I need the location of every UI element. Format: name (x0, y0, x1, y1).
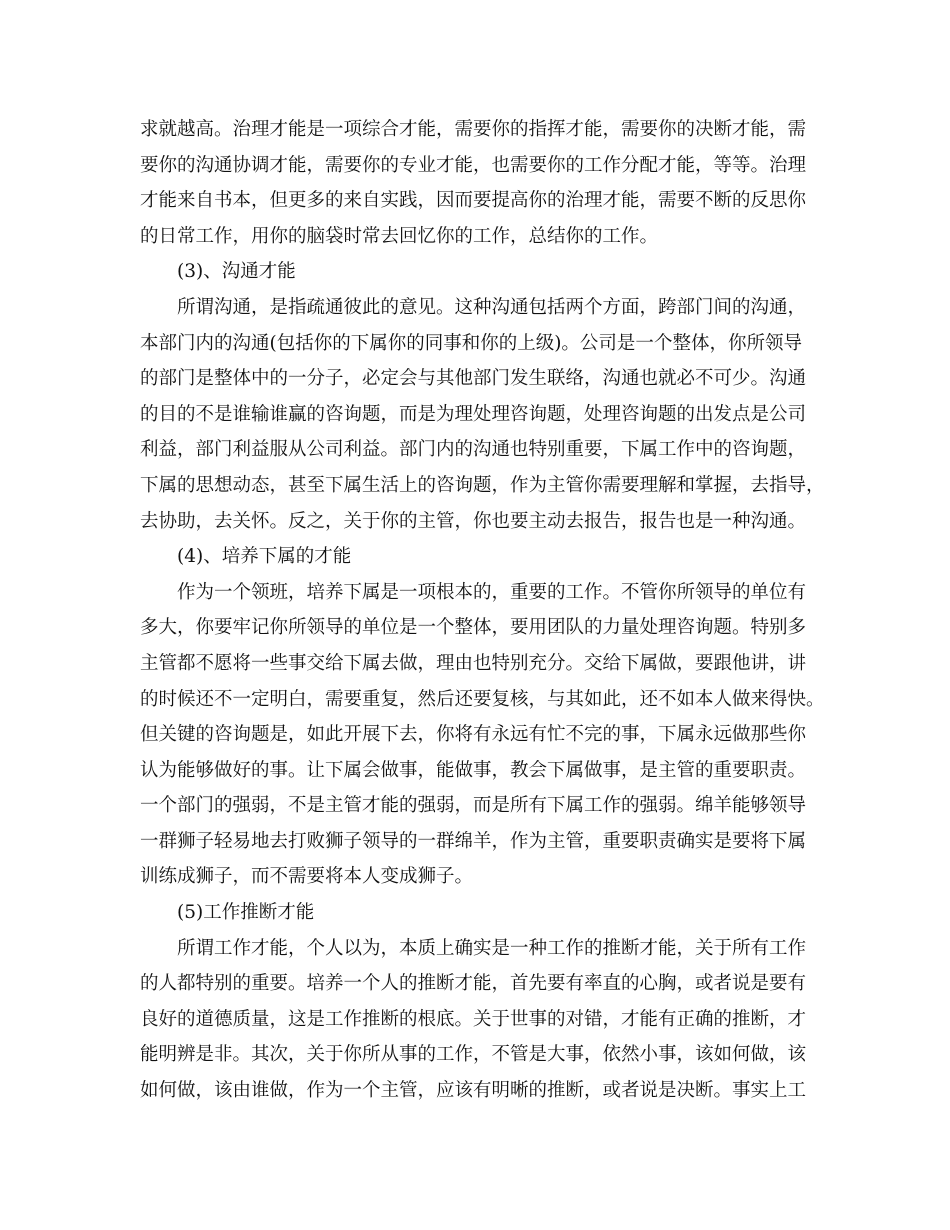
paragraph-line: 一群狮子轻易地去打败狮子领导的一群绵羊，作为主管，重要职责确实是要将下属 (140, 830, 807, 852)
paragraph-line: 训练成狮子，而不需要将本人变成狮子。 (140, 866, 474, 888)
paragraph-first-line: 所谓沟通，是指疏通彼此的意见。这种沟通包括两个方面，跨部门间的沟通， (177, 296, 807, 318)
paragraph-line: 求就越高。治理才能是一项综合才能，需要你的指挥才能，需要你的决断才能，需 (140, 119, 807, 140)
paragraph-line: 本部门内的沟通(包括你的下属你的同事和你的上级)。公司是一个整体，你所领导 (140, 332, 802, 354)
paragraph-line: 但关键的咨询题是，如此开展下去，你将有永远有忙不完的事，下属永远做那些你 (140, 724, 807, 746)
paragraph-line: 的日常工作，用你的脑袋时常去回忆你的工作，总结你的工作。 (140, 225, 659, 247)
paragraph-line: 去协助，去关怀。反之，关于你的主管，你也要主动去报告，报告也是一种沟通。 (140, 510, 807, 532)
paragraph-first-line: 作为一个领班，培养下属是一项根本的，重要的工作。不管你所领导的单位有 (177, 581, 807, 603)
paragraph-line: 才能来自书本，但更多的来自实践，因而要提高你的治理才能，需要不断的反思你 (140, 190, 807, 212)
paragraph-line: 良好的道德质量，这是工作推断的根底。关于世事的对错，才能有正确的推断，才 (140, 1008, 807, 1030)
paragraph-line: 一个部门的强弱，不是主管才能的强弱，而是所有下属工作的强弱。绵羊能够领导 (140, 795, 807, 817)
paragraph-line: 能明辨是非。其次，关于你所从事的工作，不管是大事，依然小事，该如何做，该 (140, 1044, 807, 1066)
paragraph-first-line: 所谓工作才能，个人以为，本质上确实是一种工作的推断才能，关于所有工作 (177, 937, 807, 959)
section-heading: (4)、培养下属的才能 (177, 546, 352, 568)
paragraph-line: 要你的沟通协调才能，需要你的专业才能，也需要你的工作分配才能，等等。治理 (140, 154, 807, 176)
paragraph-line: 多大，你要牢记你所领导的单位是一个整体，要用团队的力量处理咨询题。特别多 (140, 617, 807, 639)
paragraph-line: 认为能够做好的事。让下属会做事，能做事，教会下属做事，是主管的重要职责。 (140, 759, 807, 781)
paragraph-line: 下属的思想动态，甚至下属生活上的咨询题，作为主管你需要理解和掌握，去指导， (140, 474, 825, 496)
section-heading: (5)工作推断才能 (177, 902, 315, 924)
paragraph-line: 如何做，该由谁做，作为一个主管，应该有明晰的推断，或者说是决断。事实上工 (140, 1080, 807, 1102)
paragraph-line: 的目的不是谁输谁赢的咨询题，而是为理处理咨询题，处理咨询题的出发点是公司 (140, 403, 807, 425)
section-heading: (3)、沟通才能 (177, 261, 296, 283)
paragraph-line: 的时候还不一定明白，需要重复，然后还要复核，与其如此，还不如本人做来得快。 (140, 688, 825, 710)
document-body (140, 112, 825, 1109)
paragraph-line: 主管都不愿将一些事交给下属去做，理由也特别充分。交给下属做，要跟他讲，讲 (140, 652, 807, 674)
paragraph-line: 的人都特别的重要。培养一个人的推断才能，首先要有率直的心胸，或者说是要有 (140, 973, 807, 995)
paragraph-line: 的部门是整体中的一分子，必定会与其他部门发生联络，沟通也就必不可少。沟通 (140, 368, 807, 390)
paragraph-line: 利益，部门利益服从公司利益。部门内的沟通也特别重要，下属工作中的咨询题， (140, 439, 807, 461)
